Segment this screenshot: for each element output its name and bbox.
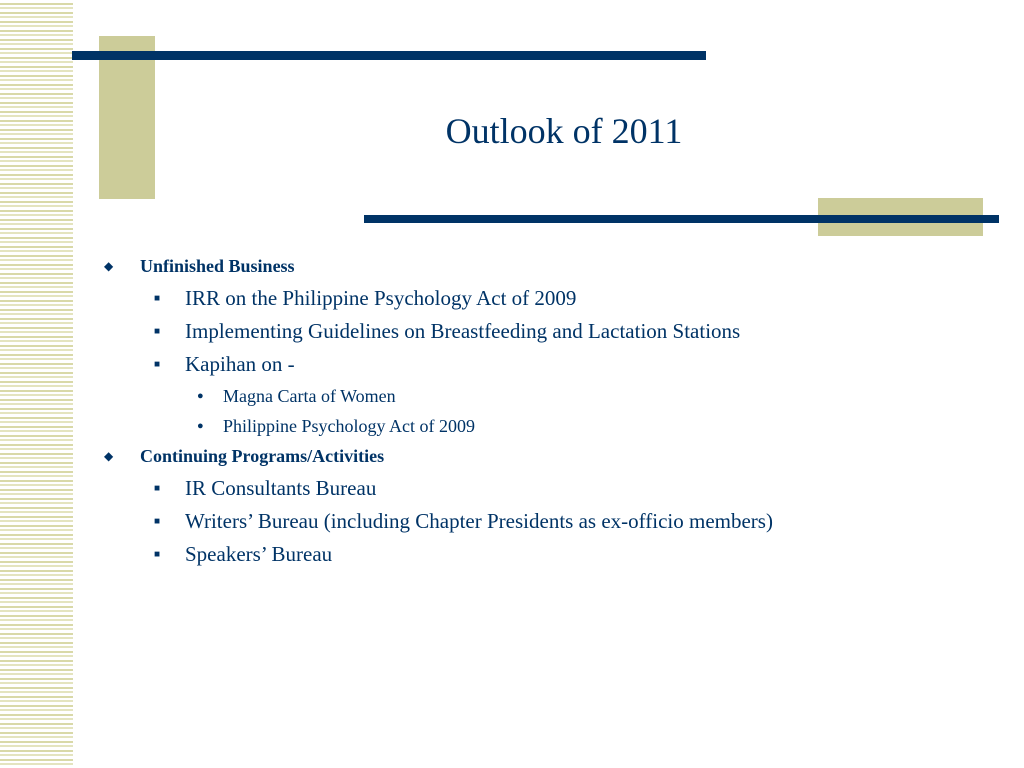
square-bullet-icon: ■: [154, 549, 161, 560]
square-bullet-icon: ■: [154, 483, 161, 494]
square-bullet-icon: ■: [154, 516, 161, 527]
list-item-text: Kapihan on -: [185, 352, 295, 376]
decorative-tan-block-left: [99, 36, 155, 199]
list-item: [100, 473, 980, 506]
section-heading-text: Unfinished Business: [140, 256, 295, 276]
sub-list-item-text: Philippine Psychology Act of 2009: [223, 416, 475, 436]
square-bullet-icon: ■: [154, 359, 161, 370]
list-item-text: Speakers’ Bureau: [185, 542, 333, 566]
slide-content: [100, 252, 980, 572]
list-item-text: Implementing Guidelines on Breastfeeding and Lactation Stations: [185, 319, 741, 343]
diamond-bullet-icon: ◆: [104, 259, 114, 273]
square-bullet-icon: ■: [154, 326, 161, 337]
list-item-text: Writers’ Bureau (including Chapter Presidents as ex-officio members): [185, 509, 773, 533]
decorative-navy-bar-bottom: [364, 215, 999, 223]
sub-list-item: [100, 412, 980, 442]
list-item-text: IR Consultants Bureau: [185, 476, 377, 500]
section-heading-unfinished-business: [100, 252, 980, 283]
slide-title: Outlook of 2011: [445, 111, 683, 151]
circle-bullet-icon: ●: [197, 390, 204, 402]
circle-bullet-icon: ●: [197, 420, 204, 432]
diamond-bullet-icon: ◆: [104, 449, 114, 463]
list-item: [100, 349, 980, 382]
list-item-text: IRR on the Philippine Psychology Act of 2009: [185, 286, 577, 310]
sub-list-item-text: Magna Carta of Women: [223, 386, 396, 406]
section-heading-text: Continuing Programs/Activities: [140, 446, 385, 466]
list-item: [100, 316, 980, 349]
decorative-stripe-panel: [0, 0, 73, 768]
list-item: [100, 283, 980, 316]
list-item: [100, 539, 980, 572]
list-item: [100, 506, 980, 539]
sub-list-item: [100, 382, 980, 412]
square-bullet-icon: ■: [154, 293, 161, 304]
decorative-navy-bar-top: [72, 51, 706, 60]
section-heading-continuing-programs: [100, 442, 980, 473]
